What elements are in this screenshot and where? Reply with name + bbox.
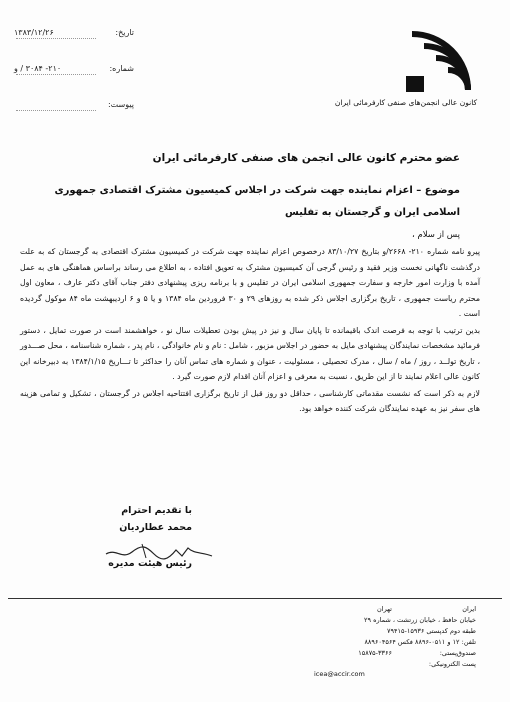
signer-name: محمد عطاردیان <box>119 522 192 533</box>
number-dots <box>16 74 96 75</box>
greeting: پس از سلام ، <box>412 230 460 240</box>
number-row <box>14 62 134 76</box>
footer-line: پست الکترونیکی: <box>428 660 476 668</box>
closing: با تقدیم احترام <box>121 505 192 516</box>
date-label: تاریخ: <box>115 28 134 37</box>
attachment-row <box>14 98 134 112</box>
date-value: ۱۳۸۳/۱۲/۲۶ <box>14 28 54 37</box>
logo-caption: کانون عالی انجمن‌های صنفی کارفرمائی ایران <box>334 98 478 107</box>
footer-line <box>312 637 392 648</box>
footer-line <box>312 615 392 626</box>
subject: موضوع – اعزام نماینده جهت شرکت در اجلاس کمیسیون مشترک اقتصادی جمهوری اسلامی ایران و گرجستان به تفلیس <box>54 185 460 218</box>
footer-city <box>312 604 392 659</box>
footer-line: صندوق‌پستی: <box>439 649 476 657</box>
footer-line: طبقه دوم کدپستی ۱۵۹۳۶-۷۹۴۱۵ <box>387 627 476 635</box>
date-row <box>14 26 134 40</box>
footer-email[interactable]: icea@accir.com <box>314 670 365 678</box>
signal-arcs-logo-icon <box>404 30 476 94</box>
attachment-dots <box>16 110 96 111</box>
footer-line: خیابان حافظ ، خیابان زرتشت ، شماره ۲۹ <box>364 616 476 624</box>
footer-divider <box>8 598 502 599</box>
footer-line: تلفن: ۱۲ و ۰۵۱۱-۸۸۹۶ فکس ۸۸۹۶۰۴۵۶۴ <box>364 638 476 646</box>
footer-line: ۱۵۸۷۵-۳۳۶۶ <box>358 649 392 657</box>
paragraph: بدین ترتیب با توجه به فرصت اندک باقیمانده تا پایان سال و نیز در پیش بودن تعطیلات سال نو ، خواهشمند است در صورت تمایل ، دستور فرمائید مشخصات نمایندگان پیشنهادی مایل به حضور در اجلاس مزبور ، شامل : نام و نام خانوادگی ، نام پدر ، شماره شناسنامه ، محل صـــدور ، تاریخ تولــد ، روز / ماه / سال ، مدرک تحصیلی ، مسئولیت ، عنوان و شماره های تماس آنان را حداکثر تا تـــاریخ ۱۳۸۴/۱/۱۵ به دبیرخانه این کانون عالی اعلام نمایند تا از این طریق ، نسبت به معرفی و اعزام آنان اقدام لازم صورت گیرد . <box>20 325 481 381</box>
attachment-label: پیوست: <box>107 100 134 109</box>
footer-line: تهران <box>377 605 392 613</box>
signer-title: رئیس هیئت مدیره <box>108 558 192 569</box>
date-dots <box>16 38 96 39</box>
number-value: ۲۱۰- ۳۰۸۴ / و <box>14 64 62 73</box>
addressee: عضو محترم کانون عالی انجمن های صنفی کارفرمائی ایران <box>152 152 460 164</box>
letter-body <box>20 244 480 418</box>
paragraph: پیرو نامه شماره ۲۱۰- ۲۶۶۸/و بتاریخ ۸۳/۱۰/۲۷ درخصوص اعزام نماینده جهت شرکت در کمیسیون مشترک اقتصادی به گرجستان که به علت درگذشت ناگهانی نخست وزیر فقید و رئیس گرجی آن کمیسیون مشترک به تعویق افتاده ، به اطلاع می رساند براساس هماهنگی های به عمل آمده با وزارت امور خارجه و سفارت جمهوری اسلامی ایران در تفلیس و با برنامه ریزی پیشنهادی دفتر جناب آقای دکتر عارف ، معاون اول محترم ریاست جمهوری ، تاریخ برگزاری اجلاس ذکر شده به روزهای ۲۹ و ۳۰ فروردین ماه ۱۳۸۴ و یا ۵ و ۶ اردیبهشت ماه ۸۴ موکول گردیده است . <box>20 247 481 318</box>
footer-line: ایران <box>462 605 476 613</box>
footer-line <box>312 626 392 637</box>
number-label: شماره: <box>109 64 134 73</box>
paragraph: لازم به ذکر است که نشست مقدماتی کارشناسی ، حداقل دو روز قبل از تاریخ برگزاری افتتاحیه اجلاس در گرجستان ، تشکیل و تمامی هزینه های سفر نیز به عهده نمایندگان شرکت کننده خواهد بود. <box>20 388 480 413</box>
